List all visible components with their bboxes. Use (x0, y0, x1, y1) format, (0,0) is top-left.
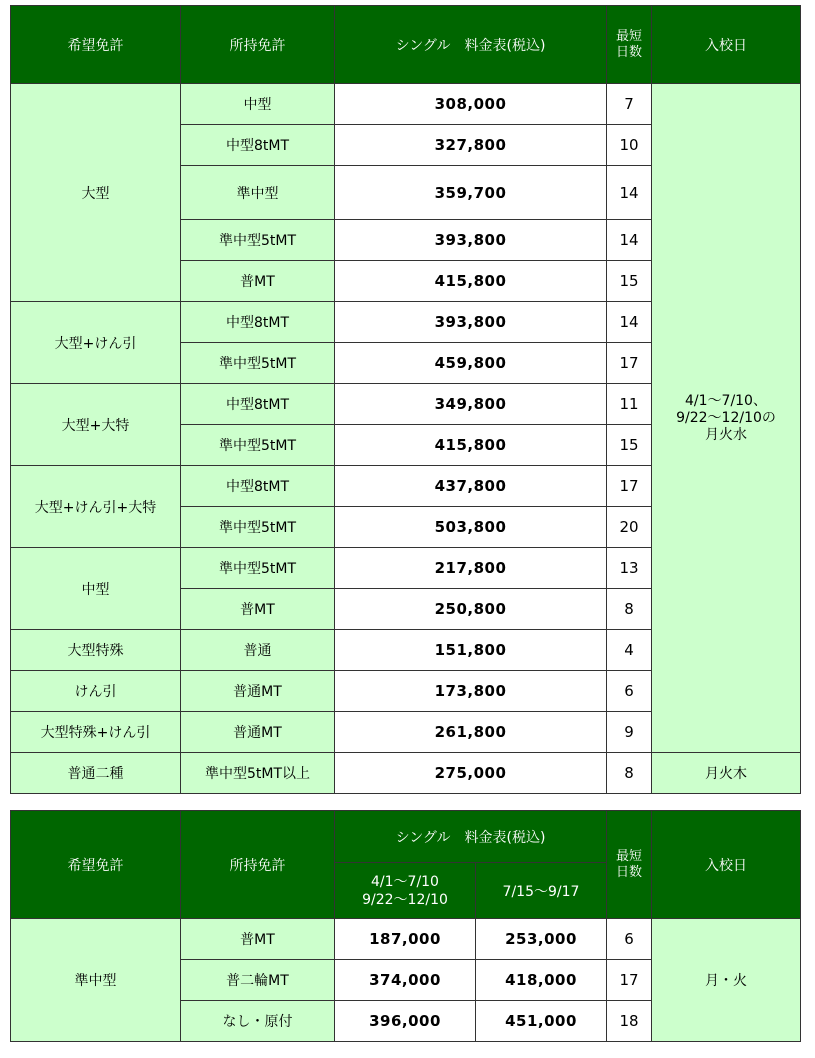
desired-license-cell: 準中型 (11, 919, 181, 1042)
min-days-cell: 15 (607, 261, 652, 302)
held-license-cell: 普MT (181, 589, 335, 630)
held-license-cell: なし・原付 (181, 1001, 335, 1042)
start-date-cell: 月火木 (652, 753, 801, 794)
start-date-line: 月火水 (705, 426, 747, 443)
desired-license-cell: 普通二種 (11, 753, 181, 794)
held-license-cell: 普MT (181, 919, 335, 960)
min-days-cell: 14 (607, 220, 652, 261)
fee-cell: 349,800 (335, 384, 607, 425)
min-days-cell: 17 (607, 466, 652, 507)
held-license-cell: 普通MT (181, 671, 335, 712)
min-days-cell: 17 (607, 960, 652, 1001)
fee-cell: 359,700 (335, 166, 607, 220)
held-license-cell: 中型8tMT (181, 466, 335, 507)
fee-cell: 308,000 (335, 84, 607, 125)
desired-license-cell: 大型+けん引 (11, 302, 181, 384)
fee-cell: 415,800 (335, 261, 607, 302)
header-held-license: 所持免許 (181, 6, 335, 84)
fee-period-1-cell: 374,000 (335, 960, 476, 1001)
min-days-cell: 14 (607, 166, 652, 220)
held-license-cell: 普通 (181, 630, 335, 671)
held-license-cell: 普二輪MT (181, 960, 335, 1001)
header-held-license: 所持免許 (181, 811, 335, 919)
header-desired-license: 希望免許 (11, 6, 181, 84)
header-desired-license: 希望免許 (11, 811, 181, 919)
fee-cell: 151,800 (335, 630, 607, 671)
min-days-cell: 17 (607, 343, 652, 384)
min-days-cell: 9 (607, 712, 652, 753)
min-days-cell: 4 (607, 630, 652, 671)
fee-cell: 217,800 (335, 548, 607, 589)
desired-license-cell: 大型特殊+けん引 (11, 712, 181, 753)
start-date-line: 9/22～12/10の (676, 409, 776, 426)
held-license-cell: 準中型5tMT (181, 425, 335, 466)
held-license-cell: 準中型5tMT (181, 220, 335, 261)
held-license-cell: 普MT (181, 261, 335, 302)
min-days-cell: 7 (607, 84, 652, 125)
held-license-cell: 中型8tMT (181, 384, 335, 425)
fee-cell: 275,000 (335, 753, 607, 794)
table-row (11, 84, 801, 125)
fee-cell: 459,800 (335, 343, 607, 384)
fee-period-1-cell: 187,000 (335, 919, 476, 960)
min-days-cell: 8 (607, 753, 652, 794)
header-min-days: 最短 日数 (607, 811, 652, 919)
min-days-cell: 10 (607, 125, 652, 166)
header-min-days: 最短 日数 (607, 6, 652, 84)
header-fee: シングル 料金表(税込) (335, 6, 607, 84)
held-license-cell: 準中型 (181, 166, 335, 220)
start-date-cell: 月・火 (652, 919, 801, 1042)
price-table-1 (10, 5, 801, 794)
min-days-cell: 6 (607, 671, 652, 712)
held-license-cell: 普通MT (181, 712, 335, 753)
held-license-cell: 中型8tMT (181, 302, 335, 343)
fee-period-2-cell: 451,000 (476, 1001, 607, 1042)
held-license-cell: 準中型5tMT以上 (181, 753, 335, 794)
held-license-cell: 中型 (181, 84, 335, 125)
fee-cell: 393,800 (335, 220, 607, 261)
fee-cell: 261,800 (335, 712, 607, 753)
fee-cell: 250,800 (335, 589, 607, 630)
fee-period-2-cell: 418,000 (476, 960, 607, 1001)
min-days-cell: 11 (607, 384, 652, 425)
table-row (11, 919, 801, 960)
fee-cell: 173,800 (335, 671, 607, 712)
header-period-2: 7/15～9/17 (476, 863, 607, 919)
desired-license-cell: 大型+けん引+大特 (11, 466, 181, 548)
header-fee: シングル 料金表(税込) (335, 811, 607, 863)
start-date-cell (652, 84, 801, 753)
desired-license-cell: けん引 (11, 671, 181, 712)
fee-cell: 503,800 (335, 507, 607, 548)
desired-license-cell: 大型+大特 (11, 384, 181, 466)
price-table-2 (10, 810, 801, 1042)
fee-period-1-cell: 396,000 (335, 1001, 476, 1042)
held-license-cell: 準中型5tMT (181, 548, 335, 589)
min-days-cell: 20 (607, 507, 652, 548)
header-start-date: 入校日 (652, 6, 801, 84)
fee-cell: 393,800 (335, 302, 607, 343)
start-date-line: 4/1～7/10、 (685, 392, 767, 409)
min-days-cell: 13 (607, 548, 652, 589)
min-days-cell: 15 (607, 425, 652, 466)
fee-cell: 327,800 (335, 125, 607, 166)
desired-license-cell: 大型 (11, 84, 181, 302)
min-days-cell: 18 (607, 1001, 652, 1042)
table-row (11, 753, 801, 794)
header-period-1: 4/1～7/10 9/22～12/10 (335, 863, 476, 919)
min-days-cell: 8 (607, 589, 652, 630)
desired-license-cell: 中型 (11, 548, 181, 630)
min-days-cell: 6 (607, 919, 652, 960)
held-license-cell: 中型8tMT (181, 125, 335, 166)
min-days-cell: 14 (607, 302, 652, 343)
fee-cell: 437,800 (335, 466, 607, 507)
desired-license-cell: 大型特殊 (11, 630, 181, 671)
held-license-cell: 準中型5tMT (181, 343, 335, 384)
fee-cell: 415,800 (335, 425, 607, 466)
held-license-cell: 準中型5tMT (181, 507, 335, 548)
fee-period-2-cell: 253,000 (476, 919, 607, 960)
header-start-date: 入校日 (652, 811, 801, 919)
